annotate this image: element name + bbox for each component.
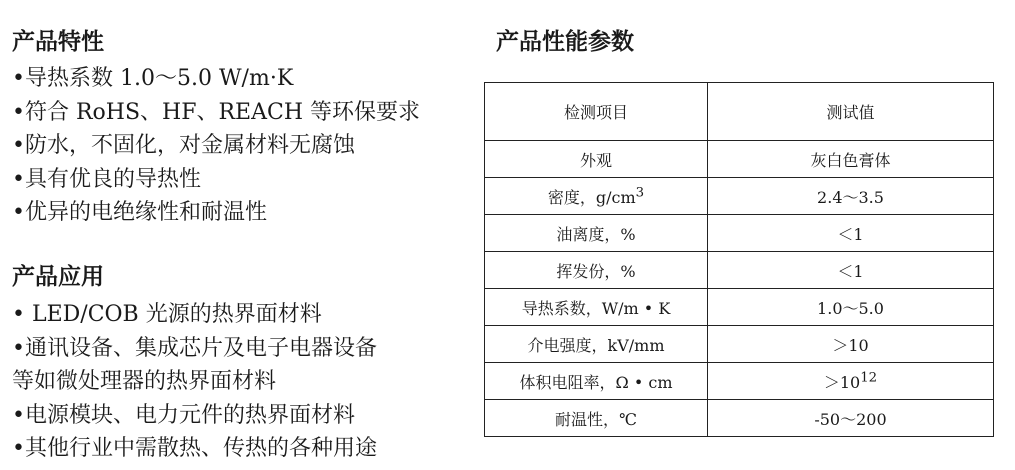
feature-item: •优异的电绝缘性和耐温性	[12, 200, 267, 225]
table-cell-item: 挥发份，%	[485, 252, 708, 289]
feature-item: •具有优良的导热性	[12, 166, 201, 192]
features-list	[12, 62, 420, 230]
item-text: 密度，g/cm	[547, 187, 636, 207]
table-cell-value: ＞10	[708, 326, 994, 363]
feature-item: •导热系数 1.0～5.0 W/m·K	[12, 66, 294, 91]
column-header: 测试值	[708, 83, 994, 141]
table-row	[485, 400, 994, 437]
application-item: •其他行业中需散热、传热的各种用途	[12, 436, 377, 461]
table-header-row	[485, 83, 994, 141]
table-row	[485, 289, 994, 326]
table-row	[485, 363, 994, 400]
application-item: • LED/COB 光源的热界面材料	[12, 302, 322, 327]
value-text: ＞10	[823, 372, 861, 392]
application-item: •电源模块、电力元件的热界面材料	[12, 402, 355, 428]
table-cell-value: ＜1	[708, 252, 994, 289]
feature-item: •符合 RoHS、HF、REACH 等环保要求	[12, 99, 421, 125]
parameters-heading: 产品性能参数	[496, 29, 634, 55]
table-cell-value: 灰白色膏体	[708, 141, 994, 178]
table-cell-item: 油离度，%	[485, 215, 708, 252]
table-row	[485, 178, 994, 215]
table-cell-item: 介电强度，kV/mm	[485, 326, 708, 363]
application-item: •通讯设备、集成芯片及电子电器设备	[12, 335, 377, 361]
application-item: 等如微处理器的热界面材料	[12, 369, 277, 394]
table-cell-item: 耐温性，℃	[485, 400, 708, 437]
features-heading: 产品特性	[12, 29, 104, 55]
table-row	[485, 326, 994, 363]
superscript: 12	[860, 370, 878, 386]
table-cell-value: 2.4～3.5	[708, 178, 994, 215]
table-cell-value	[708, 363, 994, 400]
feature-item: •防水，不固化，对金属材料无腐蚀	[12, 133, 355, 158]
parameters-table	[484, 82, 994, 437]
table-cell-item: 体积电阻率，Ω • cm	[485, 363, 708, 400]
table-cell-item	[485, 178, 708, 215]
column-header: 检测项目	[485, 83, 708, 141]
superscript: 3	[635, 185, 645, 201]
table-cell-value: ＜1	[708, 215, 994, 252]
applications-list	[12, 298, 377, 466]
table-row	[485, 141, 994, 178]
table-cell-item: 外观	[485, 141, 708, 178]
table-cell-item: 导热系数，W/m • K	[485, 289, 708, 326]
table-cell-value: 1.0～5.0	[708, 289, 994, 326]
table-row	[485, 252, 994, 289]
table-row	[485, 215, 994, 252]
applications-heading: 产品应用	[12, 264, 104, 290]
table-cell-value: -50～200	[708, 400, 994, 437]
